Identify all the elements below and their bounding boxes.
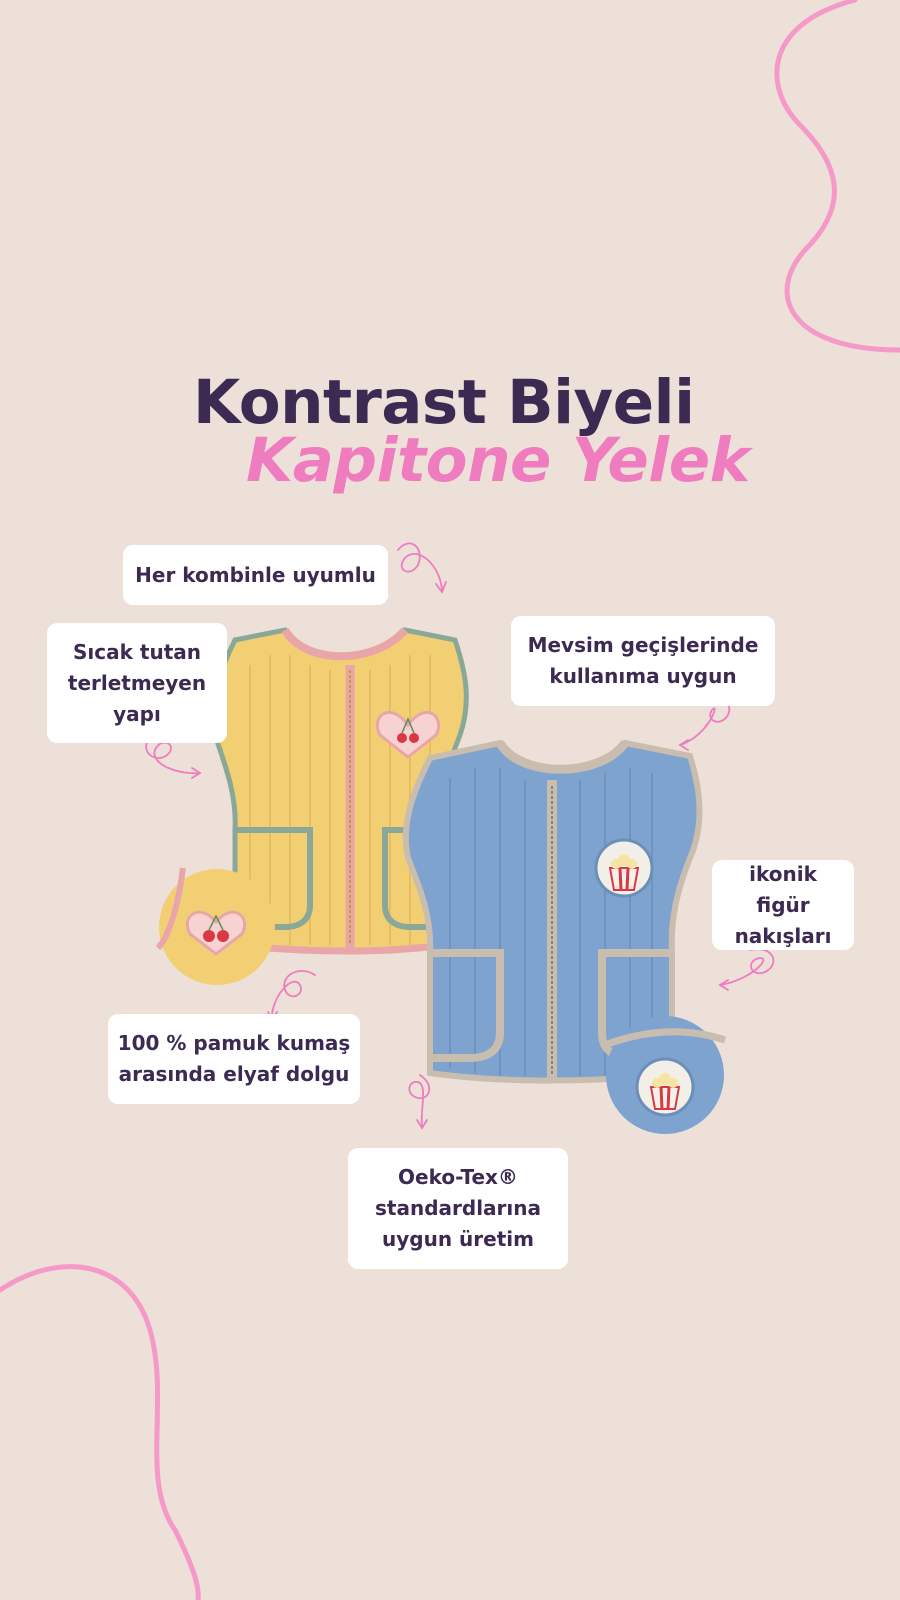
feature-card-embroidery: ikonik figür nakışları [712,860,854,950]
feature-card-oeko: Oeko-Tex® standardlarına uygun üretim [348,1148,568,1269]
page-title-line-2: Kapitone Yelek [246,425,750,496]
feature-card-combine: Her kombinle uyumlu [123,545,388,605]
feature-card-cotton: 100 % pamuk kumaş arasında elyaf dolgu [108,1014,360,1104]
page-title-line-1: Kontrast Biyeli [193,367,695,438]
feature-card-warm: Sıcak tutan terletmeyen yapı [47,623,227,743]
feature-card-season: Mevsim geçişlerinde kullanıma uygun [511,616,775,706]
